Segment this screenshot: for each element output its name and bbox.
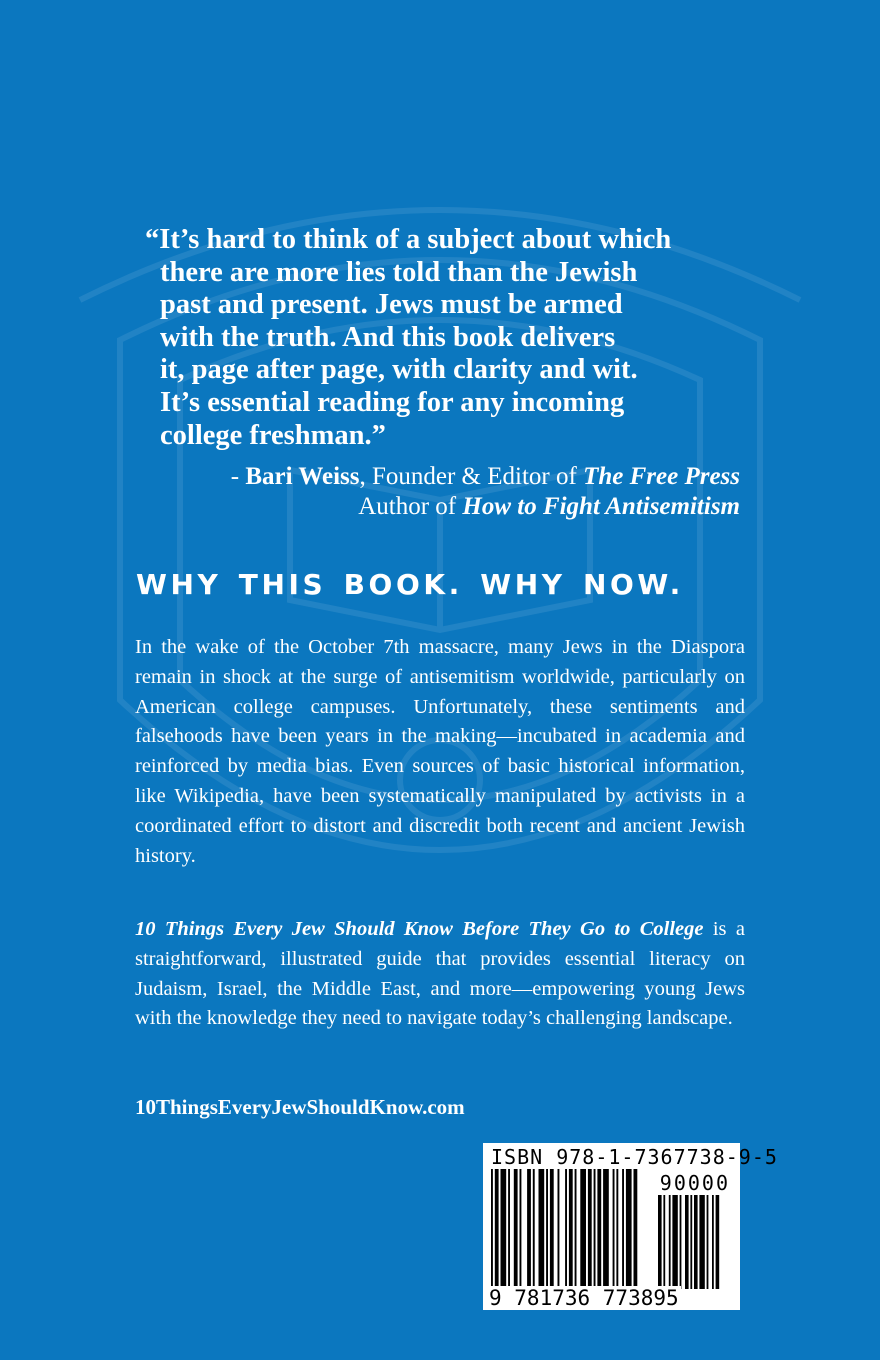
- barcode-bar: [491, 1169, 493, 1297]
- quote-line: It’s essential reading for any incoming: [160, 386, 625, 418]
- section-heading: WHY THIS BOOK. WHY NOW.: [136, 568, 684, 601]
- barcode-bar: [616, 1169, 618, 1297]
- barcode-bar: [569, 1169, 573, 1297]
- description-paragraph-1: In the wake of the October 7th massacre, many Jews in the Diaspora remain in shock at the surge of antisemitism worldwide, particularly on American college campuses. Unfortunately, these sentiments and falsehoods have been years in the making—incubated in academia and reinforced by media bias. Even sources of basic historical information, like Wikipedia, have been systematically manipulated by activists in a coordinated effort to distort and discredit both recent and ancient Jewish history.: [135, 636, 745, 867]
- author-book-title: How to Fight Antisemitism: [462, 493, 740, 520]
- barcode-bar: [539, 1169, 545, 1297]
- description-paragraph-2: [135, 915, 745, 1034]
- barcode-bar: [622, 1169, 624, 1297]
- description-text: is a straightforward, illustrated guide that provides essential literacy on Judaism, Israel, the Middle East, and more—empowering young Jews with the knowledge they need to navigate today’s challenging landscape.: [135, 918, 745, 1030]
- barcode-bar: [520, 1169, 522, 1297]
- quote-line: it, page after page, with clarity and wit.: [160, 354, 638, 386]
- barcode-bar: [597, 1169, 601, 1297]
- addon-bar: [707, 1195, 709, 1289]
- barcode-bar: [634, 1169, 638, 1297]
- barcode-bar: [588, 1169, 592, 1297]
- quote-line: college freshman.”: [160, 419, 386, 451]
- price-code: 90000: [659, 1171, 730, 1195]
- quote-line: with the truth. And this book delivers: [160, 321, 616, 353]
- barcode-bar: [550, 1169, 554, 1297]
- testimonial-quote: [145, 224, 672, 452]
- barcode-bar: [527, 1169, 531, 1297]
- barcode-bar: [580, 1169, 586, 1297]
- addon-bar: [685, 1195, 689, 1289]
- addon-bar: [690, 1195, 692, 1289]
- addon-bar: [680, 1195, 682, 1289]
- author-name: Bari Weiss: [245, 463, 360, 490]
- barcode-bar: [514, 1169, 518, 1297]
- barcode-bar: [501, 1169, 507, 1297]
- book-title: 10 Things Every Jew Should Know Before They Go to College: [135, 918, 704, 940]
- quote-attribution: [231, 462, 740, 522]
- website-link[interactable]: 10ThingsEveryJewShouldKnow.com: [135, 1095, 465, 1119]
- quote-line: past and present. Jews must be armed: [160, 289, 623, 321]
- author-role-2: Author of: [358, 493, 463, 520]
- addon-bar: [658, 1195, 662, 1289]
- isbn-barcode: [483, 1143, 778, 1310]
- addon-bar: [712, 1195, 714, 1289]
- ean-digits: 9 781736 773895: [489, 1286, 679, 1310]
- isbn-label: ISBN 978-1-7367738-9-5: [491, 1145, 778, 1169]
- barcode-bar: [546, 1169, 548, 1297]
- barcode-bar: [508, 1169, 510, 1297]
- barcode-bar: [626, 1169, 632, 1297]
- barcode-bars: [483, 1143, 740, 1310]
- addon-bar: [694, 1195, 698, 1289]
- barcode-bar: [613, 1169, 615, 1297]
- barcode-bar: [533, 1169, 535, 1297]
- author-role: , Founder & Editor of: [359, 463, 584, 490]
- addon-bar: [669, 1195, 671, 1289]
- barcode-bar: [558, 1169, 560, 1297]
- attribution-dash: -: [230, 463, 246, 490]
- barcode-bar: [575, 1169, 577, 1297]
- addon-bar: [663, 1195, 665, 1289]
- quote-line: there are more lies told than the Jewish: [160, 256, 638, 288]
- barcode-bar: [495, 1169, 499, 1297]
- addon-bar: [672, 1195, 677, 1289]
- quote-line: “It’s hard to think of a subject about which: [145, 224, 672, 255]
- barcode-bar: [565, 1169, 567, 1297]
- addon-bar: [699, 1195, 704, 1289]
- publication-title: The Free Press: [583, 463, 740, 490]
- barcode-bar: [594, 1169, 596, 1297]
- addon-bar: [716, 1195, 720, 1289]
- barcode-bar: [603, 1169, 609, 1297]
